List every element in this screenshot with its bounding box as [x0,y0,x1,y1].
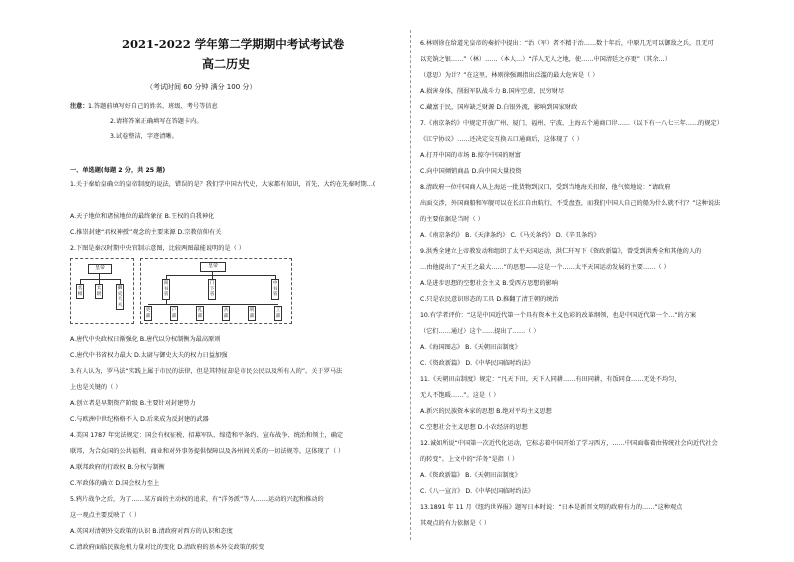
diagram-node: 礼部 [196,306,204,321]
option-line: A.天子地位和诸侯地位的最终象征 B.王权的自我神化 [70,213,215,220]
diagram-node: 御史大夫 [116,284,124,310]
question-line: 无人不饱暖……”。这是（ ） [420,392,500,399]
question-line: （它们……通过）这个……提出了……（ ） [420,328,540,335]
question-line: 13.1891 年 11 月《纽约世界报》题写日本时说：“日本是新晋文明的政府有力的……”这种观点 [420,504,683,511]
exam-title: 2021-2022 学年第二学期期中考试考试卷 [122,37,345,51]
diagram-node: 门下省 [208,279,216,300]
question-line: 联邦，为合众国的公共福利、商业和对外事务提供保障以及各州间关系的一切法规等。这体现了（ ） [70,448,345,455]
diagram-node: 刑部 [248,306,256,321]
option-line: C.推崇封建“君权神授”观念的主要来源 D.宗教信仰有关 [70,229,222,236]
question-line: 以充饷之银……”（林）……（本人…）“洋人无人之地，使……中国清廷之亦更”（其余…） [420,56,671,63]
option-line: A.新兴的民族资本家的思想 B.绝对平均主义思想 [420,408,552,415]
diagram-node: 尚书省 [162,279,170,300]
diagram-node: 中书省 [271,279,279,300]
note-item: 2.请将答案正确填写在答题卡内。 [110,118,203,125]
option-line: A.唐代中央政权日渐强化 B.唐代以分权制衡为最高原则 [70,336,221,343]
question-line: 5.鸦片战争之后，为了……某方面的主动权的追求，有“洋务派”等人……运动的兴起和推动的 [70,496,324,503]
question-line: 3.有人认为，罗马法“实践上属于市民的法律，但是其特征却是市民公民以及所有人的”。关于罗马法 [70,368,343,375]
option-line: A.联邦政府的行政权 B.分权与制衡 [70,464,165,471]
question-line: 2.下图是秦汉时期中央官制示意图，比较两图最能说明的是（ ） [70,245,245,252]
question-line: 10.有学者评价：“这是中国近代第一个具有资本主义色彩的改革纲领，也是中国近代第一个…”的方案 [420,312,697,319]
diagram-node: 吏部 [144,306,152,321]
option-line: C.空想社会主义思想 D.小农经济的思想 [420,424,528,431]
option-line: A.《南京条约》 B.《天津条约》 C.《马关条约》 D.《辛丑条约》 [420,232,600,239]
option-line: A.创立者是早期资产阶级 B.主要针对封建势力 [70,400,196,407]
question-line: 7.《南京条约》中规定开放广州、厦门、福州、宁波、上海五个通商口岸……（以下有一八七三年……的规定） [420,120,723,127]
diagram-node: 工部 [274,306,282,321]
diagram-node: 皇帝 [88,264,112,274]
question-line: 的转变”。上文中的“洋务”是指（ ） [420,456,519,463]
option-line: A.损害身体，削弱军队战斗力 B.国库空虚，民穷财尽 [420,88,565,95]
question-line: 其观点的有力依据是（ ） [420,520,491,527]
option-line: C.只是农民意识形态的工具 D.推翻了清王朝的统治 [420,296,559,303]
question-line: 6.林则徐在给道光皇帝的奏折中提出：“治（军）者不精于治……数十年后，中原几无可以御敌之兵，且无可 [420,40,714,47]
option-line: C.与欧洲中世纪格格不入 D.后来成为反封建的武器 [70,416,209,423]
option-line: A.打开中国的市场 B.掠夺中国的财富 [420,152,521,159]
diagram-node: 兵部 [222,306,230,321]
option-line: C.唐代中书省权力最大 D.太尉与御史大夫的权力日益加强 [70,352,228,359]
option-line: C.藏富于民，国库缺乏财源 D.白银外流，影响到国家财政 [420,104,578,111]
diagram-node: 皇帝 [200,262,226,272]
section-heading: 一、单选题(每题 2 分，共 25 题) [70,167,166,174]
option-line: A.《海国图志》 B.《天朝田亩制度》 [420,344,521,351]
note-item: 3.试卷整洁，字迹清晰。 [110,133,178,140]
option-line: C.清政府面临民族危机力量对比的变化 D.清政府的基本外交政策的转变 [70,544,265,551]
question-line: 12.诚如所说“中国第一次近代化运动，它标志着中国开始了学习西方，……中国面临着由传统社会向近代社会 [420,440,718,447]
question-line: 1.关于秦始皇确立的皇帝制度的说法，错误的是？我们学中国古代史，大家都有知识，首先，大约在先秦时期…( [70,181,376,188]
question-line: 11.《天朝田亩制度》规定：“凡天下田，天下人同耕……有田同耕，有饭同食……无处不均匀， [420,376,681,383]
option-line: C.军政体的确立 D.国会权力至上 [70,480,160,487]
diagram-node: 户部 [170,306,178,321]
option-line: A.是进步思想的空想社会主义 B.受西方思想的影响 [420,280,559,287]
option-line: C.《资政新篇》 D.《中华民国临时约法》 [420,360,534,367]
diagram-node: 太尉 [95,284,103,299]
question-line: 4.美国 1787 年宪法规定：国会有权征税、招募军队、缔造和平条约、宣布战争、统治和领土，确定 [70,432,344,439]
exam-info: （考试时间 60 分钟 满分 100 分） [146,83,257,91]
question-line: 上也是关键的（ ） [70,384,122,391]
question-line: 《江宁协议》……还决定交互换五口通商后，这体现了（ ） [420,136,583,143]
official-system-diagram [70,258,370,324]
question-line: （意思）为计？”在这里，林则徐强调指出泛滥的最大危害是（ ） [420,72,599,79]
question-line: 这一观点主要反映了（ ） [70,512,141,519]
note-item: 1.答题前填写好自己的姓名、班级、考号等信息 [88,103,218,110]
notes-label: 注意： [70,103,89,110]
subject-title: 高二历史 [202,57,251,71]
left-column [70,0,400,562]
question-line: 出面交涉，外国商船和军舰可以在长江自由航行，不受盘查，而我们中国人自己的船为什么就不行？”这种说法 [420,200,721,207]
question-line: 9.洪秀全建立上帝教发动和组织了太平天国运动，洪仁玕写下《资政新篇》，曾受到洪秀全和其他的人的 [420,248,702,255]
question-line: 8.清政府一位中国商人从上海运一批货物到汉口，受到当地海关扣留，他气愤地说：“请政府 [420,184,671,191]
column-divider [410,30,411,540]
question-line: 的主要依据是当时（ ） [420,216,484,223]
diagram-node: 丞相 [76,284,84,299]
option-line: C.向中国倾销商品 D.向中国大量投资 [420,168,522,175]
option-line: C.《八一宣言》 D.《中华民国临时约法》 [420,488,534,495]
option-line: A.英国对清朝外交政策的认识 B.清政府对西方的认识和态度 [70,528,233,535]
question-line: …由他提出了“天王之最大……”的思想——这是一个……太平天国运动发展的主要……（ ） [420,264,670,271]
right-column [420,0,760,562]
option-line: A.《资政新篇》 B.《天朝田亩制度》 [420,472,521,479]
